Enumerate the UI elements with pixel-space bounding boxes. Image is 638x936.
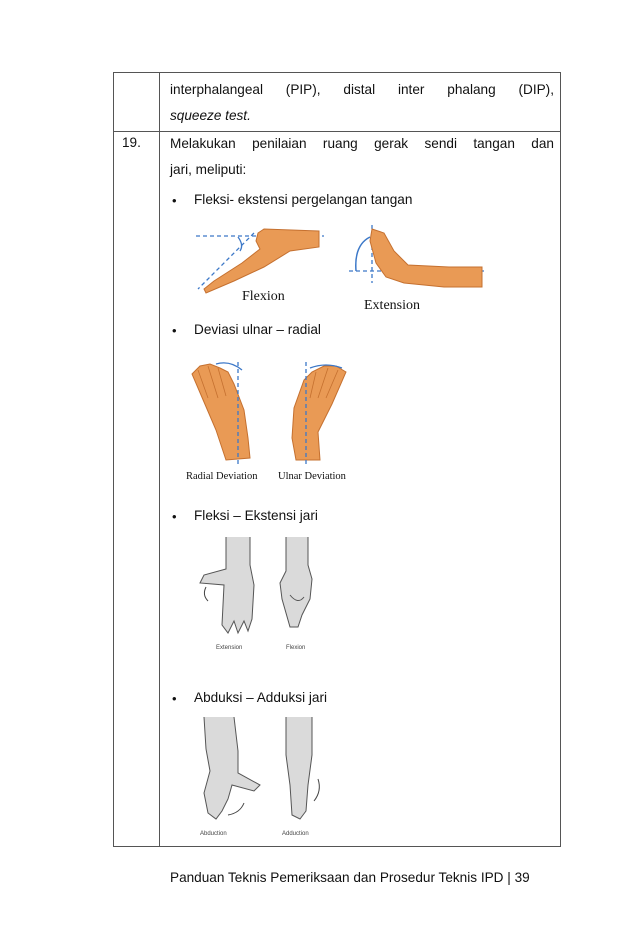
bullet: • — [172, 509, 177, 524]
ulnar-hand — [292, 366, 346, 460]
caption-finger-flexion: Flexion — [286, 645, 306, 651]
caption-extension: Extension — [364, 298, 420, 313]
row18-line2: squeeze test. — [170, 108, 251, 123]
page-footer: Panduan Teknis Pemeriksaan dan Prosedur Teknis IPD | 39 — [170, 870, 530, 885]
caption-ulnar: Ulnar Deviation — [278, 471, 346, 482]
flexion-hand — [280, 537, 312, 627]
bullet: • — [172, 691, 177, 706]
motion-arrow — [204, 587, 208, 601]
row18-line1: interphalangeal (PIP), distal inter phalang (DIP), — [170, 82, 554, 97]
caption-abduction: Abduction — [200, 831, 227, 837]
motion-arrow — [228, 803, 244, 815]
motion-arrow — [314, 779, 319, 801]
row19-number: 19. — [122, 135, 141, 150]
caption-finger-extension: Extension — [216, 645, 243, 651]
abduction-hand — [204, 717, 260, 819]
bullet: • — [172, 323, 177, 338]
row19-intro-line2: jari, meliputi: — [170, 162, 247, 177]
wrist-flexion-extension-illustration — [194, 223, 484, 313]
item-deviation-label: Deviasi ulnar – radial — [194, 322, 321, 337]
item-finger-abduction-label: Abduksi – Adduksi jari — [194, 690, 327, 705]
extension-hand — [200, 537, 254, 633]
column-divider — [159, 73, 160, 846]
finger-flexion-extension-illustration — [194, 535, 324, 655]
finger-abduction-adduction-illustration — [194, 715, 324, 840]
item-finger-flexion-label: Fleksi – Ekstensi jari — [194, 508, 318, 523]
item-wrist-flexion-label: Fleksi- ekstensi pergelangan tangan — [194, 192, 413, 207]
flexed-hand — [204, 229, 319, 293]
bullet: • — [172, 193, 177, 208]
content-table — [113, 72, 561, 847]
row19-intro-line1: Melakukan penilaian ruang gerak sendi tangan dan — [170, 136, 554, 151]
adduction-hand — [286, 717, 312, 819]
angle-arrow — [356, 237, 370, 271]
deviation-illustration — [186, 358, 366, 483]
extended-hand — [370, 229, 482, 287]
caption-radial: Radial Deviation — [186, 471, 258, 482]
caption-flexion: Flexion — [242, 289, 285, 304]
caption-adduction: Adduction — [282, 831, 309, 837]
